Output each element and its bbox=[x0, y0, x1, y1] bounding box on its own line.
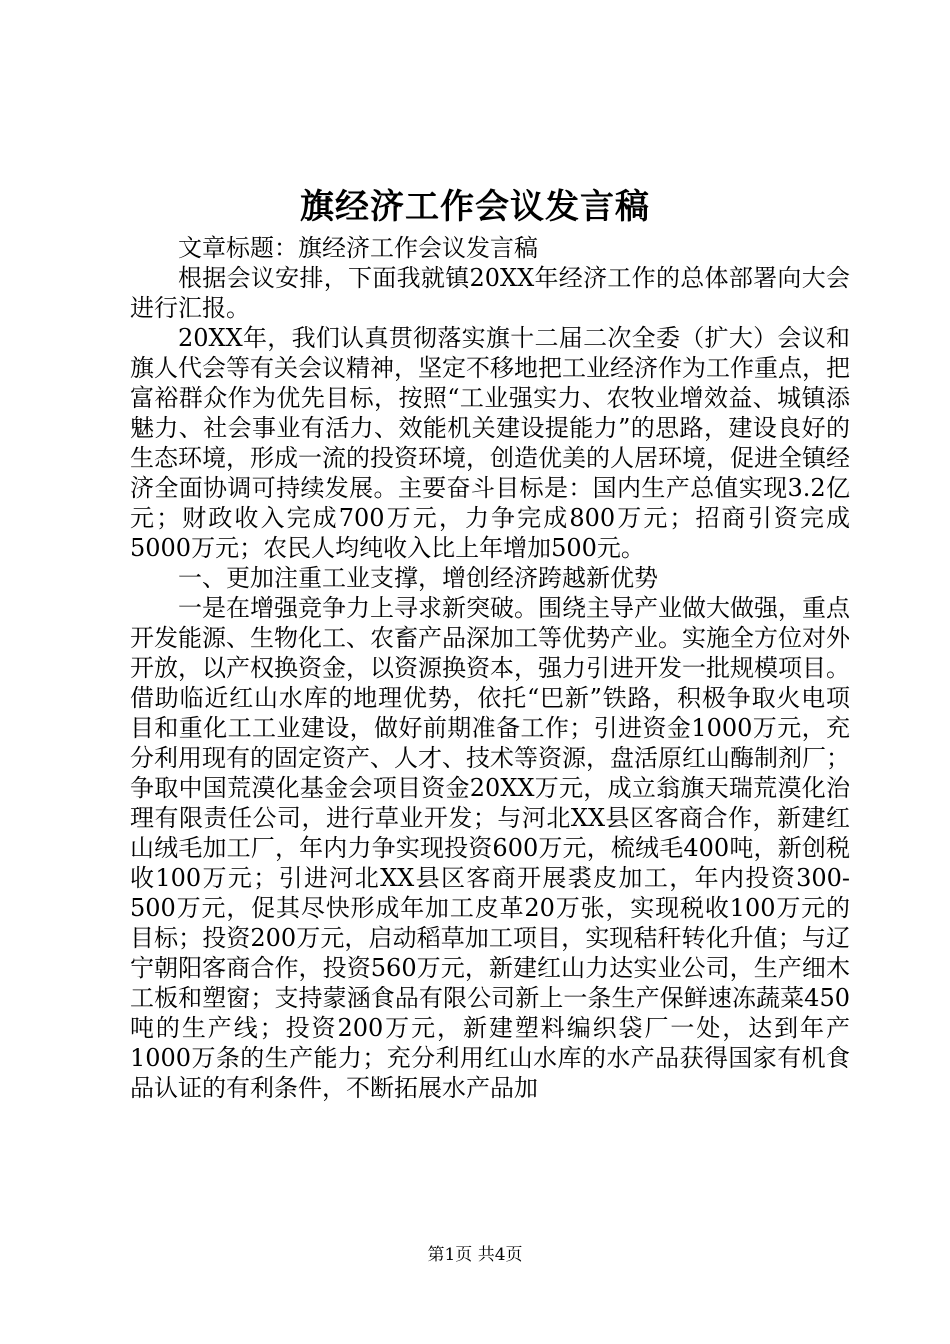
section-heading: 一、更加注重工业支撑，增创经济跨越新优势 bbox=[178, 564, 658, 592]
paragraph: 一是在增强竞争力上寻求新突破。围绕主导产业做大做强，重点开发能源、生物化工、农畜产品深加工等优势产业。实施全方位对外开放，以产权换资金，以资源换资本，强力引进开发一批规模项目。借助临近红山水库的地理优势，依托“巴新”铁路，积极争取火电项目和重化工工业建设，做好前期准备工作；引进资金1000万元，充分利用现有的固定资产、人才、技术等资源，盘活原红山酶制剂厂；争取中国荒漠化基金会项目资金20XX万元，成立翁旗天瑞荒漠化治理有限责任公司，进行草业开发；与河北XX县区客商合作，新建红山绒毛加工厂，年内力争实现投资600万元，梳绒毛400吨，新创税收100万元；引进河北XX县区客商开展裘皮加工，年内投资300-500万元，促其尽快形成年加工皮革20万张，实现税收100万元的目标；投资200万元，启动稻草加工项目，实现秸秆转化升值；与辽宁朝阳客商合作，投资560万元，新建红山力达实业公司，生产细木工板和塑窗；支持蒙涵食品有限公司新上一条生产保鲜速冻蔬菜450吨的生产线；投资200万元，新建塑料编织袋厂一处，达到年产1000万条的生产能力；充分利用红山水库的水产品获得国家有机食品认证的有利条件，不断拓展水产品加 bbox=[130, 594, 850, 1102]
paragraph: 文章标题：旗经济工作会议发言稿 bbox=[178, 234, 538, 262]
paragraph: 20XX年，我们认真贯彻落实旗十二届二次全委（扩大）会议和旗人代会等有关会议精神，坚定不移地把工业经济作为工作重点，把富裕群众作为优先目标，按照“工业强实力、农牧业增效益、城镇添魅力、社会事业有活力、效能机关建设提能力”的思路，建设良好的生态环境，形成一流的投资环境，创造优美的人居环境，促进全镇经济全面协调可持续发展。主要奋斗目标是：国内生产总值实现3.2亿元；财政收入完成700万元，力争完成800万元；招商引资完成5000万元；农民人均纯收入比上年增加500元。 bbox=[130, 324, 850, 562]
document-body bbox=[130, 233, 850, 1103]
document-title: 旗经济工作会议发言稿 bbox=[300, 187, 650, 227]
page-footer: 第1页 共4页 bbox=[427, 1245, 523, 1265]
paragraph: 根据会议安排，下面我就镇20XX年经济工作的总体部署向大会进行汇报。 bbox=[130, 264, 850, 322]
